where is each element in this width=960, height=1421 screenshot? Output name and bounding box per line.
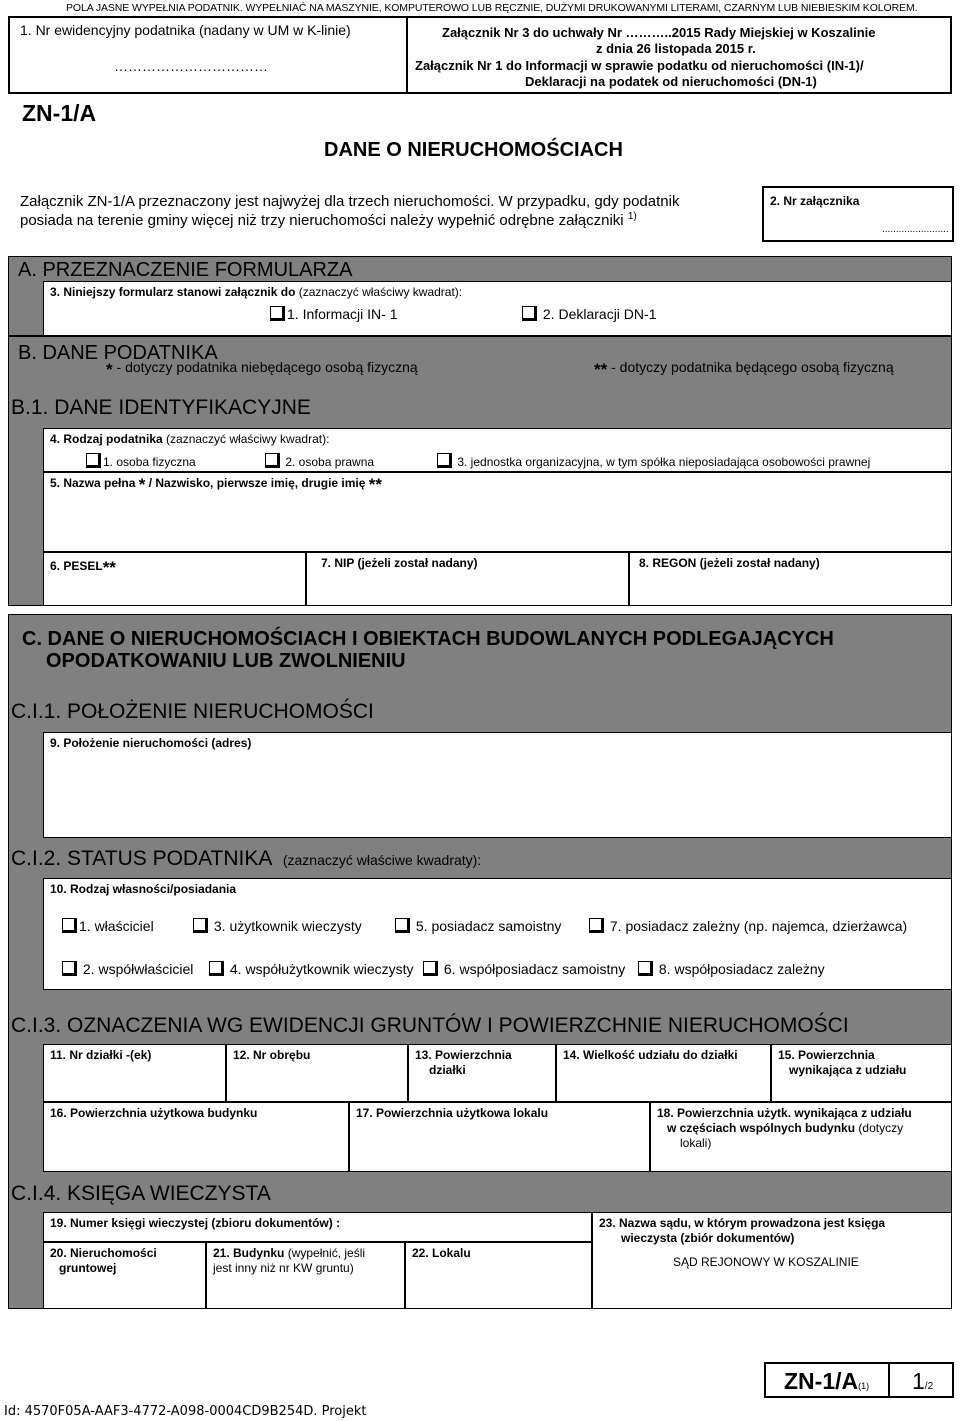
checkbox-icon[interactable] bbox=[270, 306, 285, 321]
page-number: 1/2 bbox=[912, 1368, 934, 1394]
status-uzytkownik-wieczysty[interactable]: 3. użytkownik wieczysty bbox=[193, 918, 362, 934]
status-wspolposiadacz-samoistny[interactable]: 6. współposiadacz samoistny bbox=[423, 961, 625, 977]
status-wspolposiadacz-zalezny[interactable]: 8. współposiadacz zależny bbox=[638, 961, 825, 977]
document-id: Id: 4570F05A-AAF3-4772-A098-0004CD9B254D. Projekt bbox=[4, 1404, 367, 1419]
attachment-number-dots: ........................ bbox=[882, 224, 949, 235]
field-9-address[interactable]: 9. Położenie nieruchomości (adres) bbox=[43, 732, 952, 838]
taxpayer-id-dots: …………………………… bbox=[114, 58, 268, 74]
attachment-number-label: 2. Nr załącznika bbox=[770, 194, 860, 208]
status-wspolwlasciciel[interactable]: 2. współwłaściciel bbox=[62, 961, 193, 977]
intro-line-1: Załącznik ZN-1/A przeznaczony jest najwyżej dla trzech nieruchomości. W przypadku, gdy podatnik bbox=[20, 193, 680, 210]
checkbox-icon[interactable] bbox=[638, 961, 653, 976]
section-c-title-2: OPODATKOWANIU LUB ZWOLNIENIU bbox=[46, 650, 406, 672]
option-osoba-prawna[interactable]: 2. osoba prawna bbox=[265, 453, 374, 469]
field-17-unit-area[interactable]: 17. Powierzchnia użytkowa lokalu bbox=[349, 1102, 650, 1172]
field-22-unit-kw[interactable]: 22. Lokalu bbox=[405, 1242, 592, 1309]
taxpayer-id-box[interactable] bbox=[8, 16, 408, 94]
checkbox-icon[interactable] bbox=[437, 453, 452, 468]
field-3-purpose[interactable] bbox=[43, 281, 952, 336]
field-21-building-kw[interactable]: 21. Budynku (wypełnić, jeśli jest inny niż nr KW gruntu) bbox=[206, 1242, 405, 1309]
field-4-taxpayer-type[interactable]: 4. Rodzaj podatnika (zaznaczyć właściwy kwadrat): bbox=[43, 428, 952, 472]
section-b-note-2: ** - dotyczy podatnika będącego osobą fizyczną bbox=[594, 359, 894, 379]
top-banner: POLA JASNE WYPEŁNIA PODATNIK. WYPEŁNIAĆ NA MASZYNIE, KOMPUTEROWO LUB RĘCZNIE, DUŻYMI DRUKOWANYMI LITERAMI, CZARNYM LUB NIEBIESKIM KOLOREM. bbox=[66, 2, 918, 14]
checkbox-icon[interactable] bbox=[395, 918, 410, 933]
field-7-nip[interactable]: 7. NIP (jeżeli został nadany) bbox=[306, 552, 629, 606]
status-posiadacz-zalezny[interactable]: 7. posiadacz zależny (np. najemca, dzierżawca) bbox=[589, 918, 907, 934]
footer-page-box bbox=[888, 1362, 954, 1398]
checkbox-icon[interactable] bbox=[193, 918, 208, 933]
option-deklaracja-dn1[interactable]: 2. Deklaracji DN-1 bbox=[522, 306, 656, 322]
field-12-precinct[interactable]: 12. Nr obrębu bbox=[226, 1044, 408, 1102]
field-5-full-name[interactable]: 5. Nazwa pełna * / Nazwisko, pierwsze imię, drugie imię ** bbox=[43, 472, 952, 552]
field-11-plot-number[interactable]: 11. Nr działki -(ek) bbox=[43, 1044, 226, 1102]
option-informacja-in1[interactable]: 1. Informacji IN- 1 bbox=[270, 306, 397, 322]
field-10-ownership[interactable]: 10. Rodzaj własności/posiadania bbox=[43, 878, 952, 990]
checkbox-icon[interactable] bbox=[209, 961, 224, 976]
field-6-pesel[interactable]: 6. PESEL** bbox=[43, 552, 306, 606]
field-14-share[interactable]: 14. Wielkość udziału do działki bbox=[556, 1044, 771, 1102]
section-b-title: B. DANE PODATNIKA bbox=[18, 342, 218, 364]
taxpayer-id-label: 1. Nr ewidencyjny podatnika (nadany w UM w K-linie) bbox=[20, 22, 351, 38]
section-b1-title: B.1. DANE IDENTYFIKACYJNE bbox=[11, 396, 311, 419]
section-c3-title: C.I.3. OZNACZENIA WG EWIDENCJI GRUNTÓW I POWIERZCHNIE NIERUCHOMOŚCI bbox=[11, 1014, 849, 1037]
checkbox-icon[interactable] bbox=[265, 453, 280, 468]
court-name: SĄD REJONOWY W KOSZALINIE bbox=[673, 1255, 859, 1269]
section-c-title-1: C. DANE O NIERUCHOMOŚCIACH I OBIEKTACH BUDOWLANYCH PODLEGAJĄCYCH bbox=[22, 628, 834, 650]
footer-code-box bbox=[764, 1362, 890, 1398]
section-c1-title: C.I.1. POŁOŻENIE NIERUCHOMOŚCI bbox=[11, 700, 374, 723]
field-19-land-register[interactable]: 19. Numer księgi wieczystej (zbioru dokumentów) : bbox=[43, 1212, 592, 1242]
status-wlasciciel[interactable]: 1. właściciel bbox=[62, 918, 154, 934]
page-title: DANE O NIERUCHOMOŚCIACH bbox=[324, 139, 623, 161]
attachment-line-3: Załącznik Nr 1 do Informacji w sprawie podatku od nieruchomości (IN-1)/ bbox=[415, 58, 864, 73]
attachment-number-box[interactable] bbox=[762, 186, 954, 242]
field-8-regon[interactable]: 8. REGON (jeżeli został nadany) bbox=[629, 552, 952, 606]
footer-form-code: ZN-1/A(1) bbox=[784, 1368, 870, 1394]
checkbox-icon[interactable] bbox=[62, 918, 77, 933]
field-3-hint: (zaznaczyć właściwy kwadrat): bbox=[298, 285, 463, 299]
field-3-label: 3. Niniejszy formularz stanowi załącznik do bbox=[50, 285, 296, 299]
status-posiadacz-samoistny[interactable]: 5. posiadacz samoistny bbox=[395, 918, 561, 934]
field-20-land-kw[interactable]: 20. Nieruchomości gruntowej bbox=[43, 1242, 206, 1309]
checkbox-icon[interactable] bbox=[522, 306, 537, 321]
field-23-court[interactable]: 23. Nazwa sądu, w którym prowadzona jest księga wieczysta (zbiór dokumentów) SĄD REJONOWY W KOSZALINIE bbox=[592, 1212, 952, 1309]
status-wspoluzytkownik[interactable]: 4. współużytkownik wieczysty bbox=[209, 961, 414, 977]
section-b-note-1: * - dotyczy podatnika niebędącego osobą fizyczną bbox=[106, 359, 418, 379]
field-18-common-area[interactable]: 18. Powierzchnia użytk. wynikająca z udziału w częściach wspólnych budynku (dotyczy lokali) bbox=[650, 1102, 952, 1172]
option-osoba-fizyczna[interactable]: 1. osoba fizyczna bbox=[86, 453, 196, 469]
option-jednostka[interactable]: 3. jednostka organizacyjna, w tym spółka nieposiadająca osobowości prawnej bbox=[437, 453, 870, 469]
attachment-info-box bbox=[406, 16, 952, 94]
intro-line-2: posiada na terenie gminy więcej niż trzy nieruchomości należy wypełnić odrębne załączniki $^{1)}$ bbox=[20, 211, 637, 229]
section-c2-title: C.I.2. STATUS PODATNIKA (zaznaczyć właściwe kwadraty): bbox=[11, 847, 482, 870]
checkbox-icon[interactable] bbox=[423, 961, 438, 976]
section-c4-title: C.I.4. KSIĘGA WIECZYSTA bbox=[11, 1182, 271, 1205]
attachment-line-2: z dnia 26 listopada 2015 r. bbox=[596, 41, 756, 56]
field-13-plot-area[interactable]: 13. Powierzchnia działki bbox=[408, 1044, 556, 1102]
checkbox-icon[interactable] bbox=[589, 918, 604, 933]
attachment-line-1: Załącznik Nr 3 do uchwały Nr ………..2015 Rady Miejskiej w Koszalinie bbox=[442, 25, 876, 40]
checkbox-icon[interactable] bbox=[86, 453, 101, 468]
checkbox-icon[interactable] bbox=[62, 961, 77, 976]
form-code: ZN-1/A bbox=[22, 100, 97, 126]
field-16-building-area[interactable]: 16. Powierzchnia użytkowa budynku bbox=[43, 1102, 349, 1172]
attachment-line-4: Deklaracji na podatek od nieruchomości (DN-1) bbox=[525, 74, 817, 89]
section-a-title: A. PRZEZNACZENIE FORMULARZA bbox=[18, 259, 353, 281]
field-15-share-area[interactable]: 15. Powierzchnia wynikająca z udziału bbox=[771, 1044, 952, 1102]
